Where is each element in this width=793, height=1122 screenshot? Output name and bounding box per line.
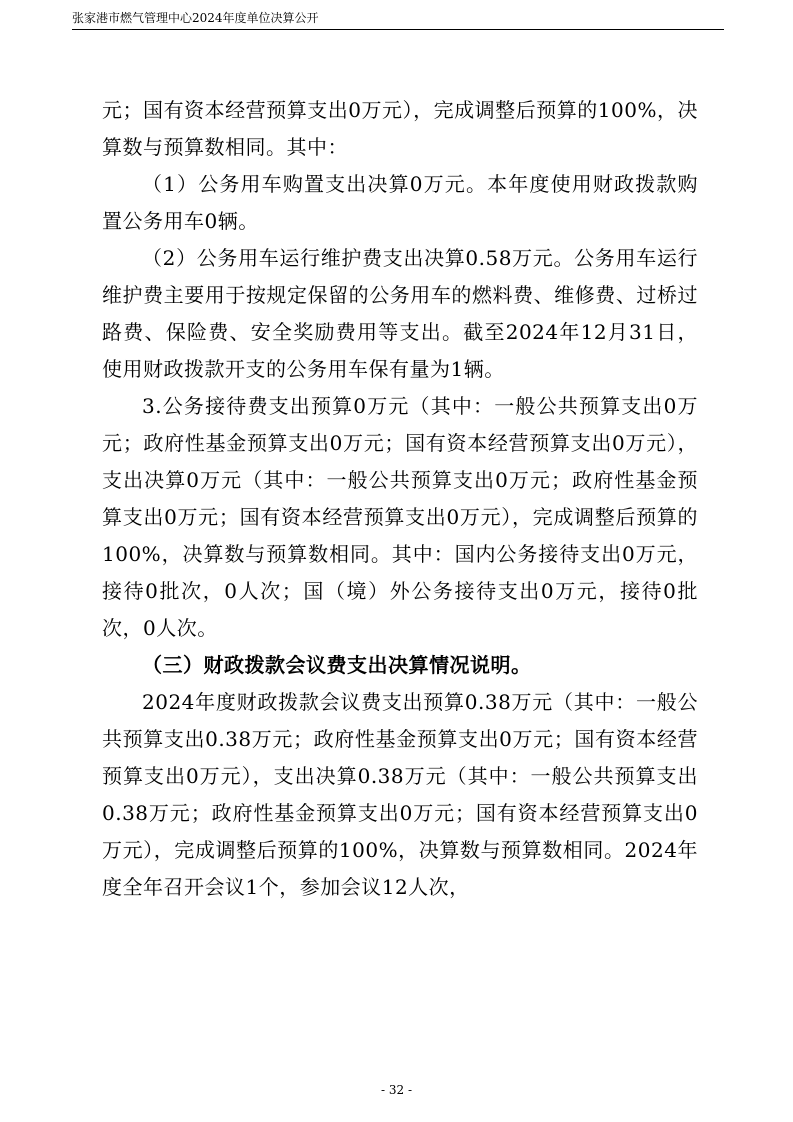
page-number: - 32 - xyxy=(380,1083,412,1097)
document-body xyxy=(102,92,698,906)
section-heading-meeting-expense: （三）财政拨款会议费支出决算情况说明。 xyxy=(142,653,532,677)
paragraph-vehicle-purchase: （1）公务用车购置支出决算0万元。本年度使用财政拨款购置公务用车0辆。 xyxy=(102,172,698,233)
paragraph-meeting-expense: 2024年度财政拨款会议费支出预算0.38万元（其中：一般公共预算支出0.38万元；政府性基金预算支出0万元；国有资本经营预算支出0万元），支出决算0.38万元（其中：一般公共预算支出0.38万元；政府性基金预算支出0万元；国有资本经营预算支出0万元），完成调整后预算的100%，决算数与预算数相同。2024年度全年召开会议1个，参加会议12人次， xyxy=(102,690,698,899)
paragraph-vehicle-maintenance: （2）公务用车运行维护费支出决算0.58万元。公务用车运行维护费主要用于按规定保留的公务用车的燃料费、维修费、过桥过路费、保险费、安全奖励费用等支出。截至2024年12月31日，使用财政拨款开支的公务用车保有量为1辆。 xyxy=(102,246,698,381)
paragraph-continuation: 元；国有资本经营预算支出0万元），完成调整后预算的100%，决算数与预算数相同。其中： xyxy=(102,98,698,159)
paragraph-reception-expense: 3.公务接待费支出预算0万元（其中：一般公共预算支出0万元；政府性基金预算支出0万元；国有资本经营预算支出0万元），支出决算0万元（其中：一般公共预算支出0万元；政府性基金预算支出0万元；国有资本经营预算支出0万元），完成调整后预算的100%，决算数与预算数相同。其中：国内公务接待支出0万元，接待0批次，0人次；国（境）外公务接待支出0万元，接待0批次，0人次。 xyxy=(102,394,698,640)
header-title: 张家港市燃气管理中心2024年度单位决算公开 xyxy=(72,11,319,25)
page-header xyxy=(72,8,724,30)
